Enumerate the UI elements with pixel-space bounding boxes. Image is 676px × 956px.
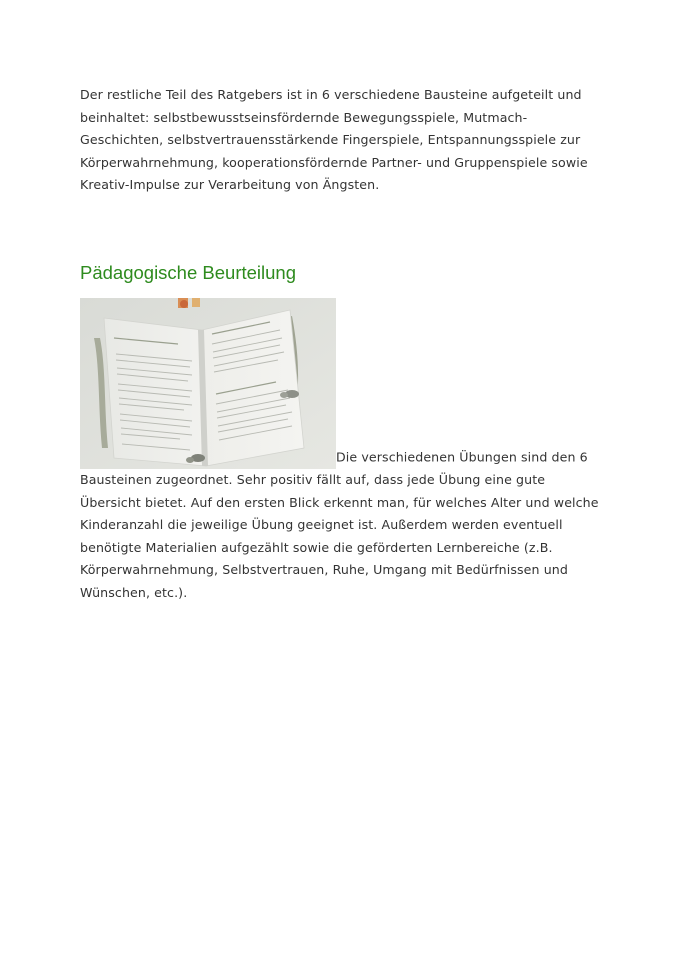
section-heading: Pädagogische Beurteilung [80,262,296,283]
section-body [80,298,600,605]
section-paragraph-wrapper [80,298,600,605]
intro-paragraph: Der restliche Teil des Ratgebers ist in 6 verschiedene Bausteine aufgeteilt und beinhaltet: selbstbewusstseinsfördernde Bewegungsspiele, Mutmach-Geschichten, selbstvertrauensstärkende Fingerspiele, Entspannungsspiele zur Körperwahrnehmung, kooperationsfördernde Partner- und Gruppenspiele sowie Kreativ-Impulse zur Verarbeitung von Ängsten. [80,87,588,193]
document-page [80,84,600,600]
open-book-photo-icon [80,298,336,469]
section-paragraph: Die verschiedenen Übungen sind den 6 Bausteinen zugeordnet. Sehr positiv fällt auf, dass jede Übung eine gute Übersicht bietet. Auf den ersten Blick erkennt man, für welches Alter und welche Kinderanzahl die jeweilige Übung geeignet ist. Außerdem werden eventuell benötigte Materialien aufgezählt sowie die geförderten Lernbereiche (z.B. Körperwahrnehmung, Selbstvertrauen, Ruhe, Umgang mit Bedürfnissen und Wünschen, etc.). [80,449,599,600]
